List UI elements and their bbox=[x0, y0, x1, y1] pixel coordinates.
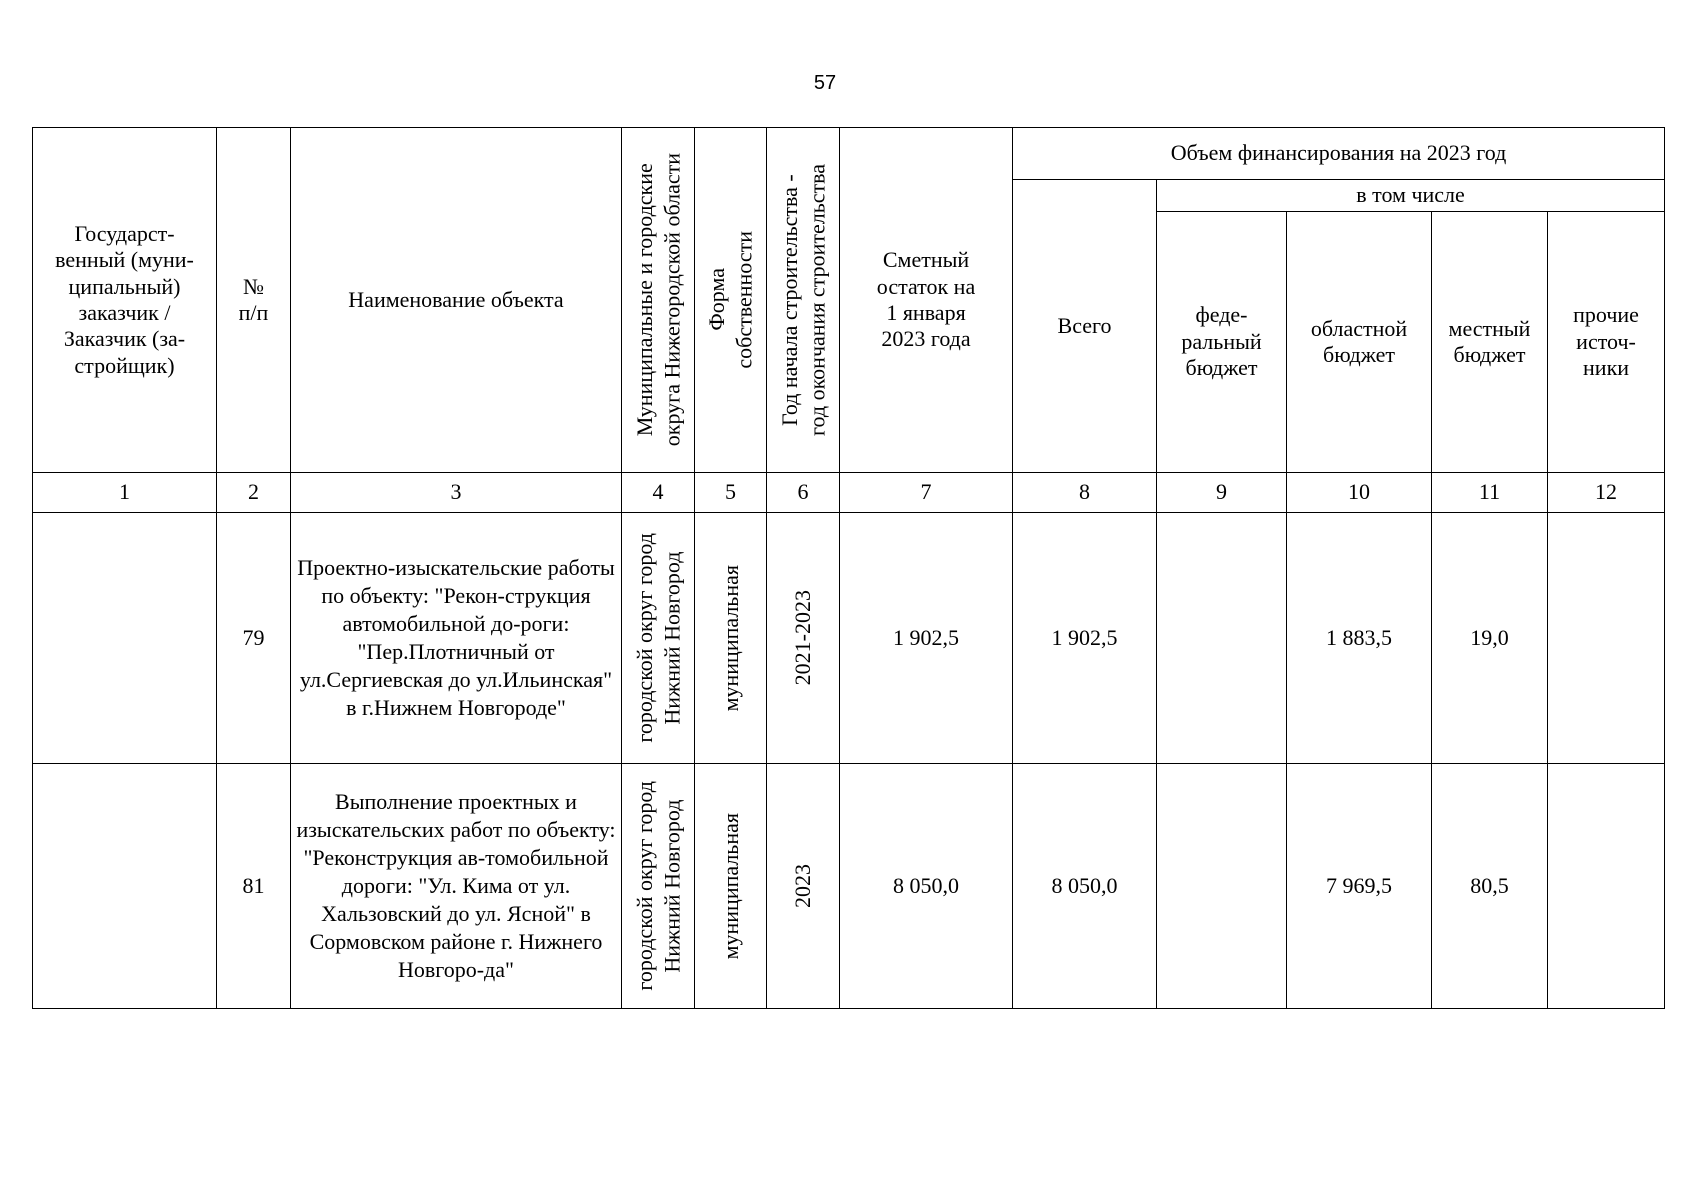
row-total: 1 902,5 bbox=[1013, 513, 1157, 764]
column-number: 5 bbox=[695, 473, 767, 513]
header-row-number: № п/п bbox=[217, 128, 291, 473]
row-object-name: Проектно-изыскательские работы по объекту: "Рекон-струкция автомобильной до-роги: "Пер.Плотничный от ул.Сергиевская до ул.Ильинская" в г.Нижнем Новгороде" bbox=[291, 513, 622, 764]
row-number: 79 bbox=[217, 513, 291, 764]
financing-table bbox=[32, 127, 1665, 1009]
row-municipality bbox=[622, 513, 695, 764]
header-municipality bbox=[622, 128, 695, 473]
table-row bbox=[33, 513, 1665, 764]
column-numbers-row bbox=[33, 473, 1665, 513]
header-ownership-text: Форма собственности bbox=[704, 231, 757, 369]
row-other bbox=[1548, 513, 1665, 764]
row-years-text: 2023 bbox=[790, 864, 816, 908]
column-number: 3 bbox=[291, 473, 622, 513]
row-years-text: 2021-2023 bbox=[790, 590, 816, 686]
header-years-text: Год начала строительства - год окончания строительства bbox=[776, 164, 829, 436]
row-municipality-text: городской округ город Нижний Новгород bbox=[631, 781, 684, 991]
row-ownership bbox=[695, 513, 767, 764]
column-number: 2 bbox=[217, 473, 291, 513]
row-years bbox=[767, 764, 840, 1009]
column-number: 1 bbox=[33, 473, 217, 513]
row-years bbox=[767, 513, 840, 764]
header-years bbox=[767, 128, 840, 473]
column-number: 11 bbox=[1432, 473, 1548, 513]
header-other: прочие источ- ники bbox=[1548, 212, 1665, 473]
row-estimate-balance: 8 050,0 bbox=[840, 764, 1013, 1009]
row-federal bbox=[1157, 513, 1287, 764]
header-federal: феде- ральный бюджет bbox=[1157, 212, 1287, 473]
row-federal bbox=[1157, 764, 1287, 1009]
table-row bbox=[33, 764, 1665, 1009]
row-ownership bbox=[695, 764, 767, 1009]
row-object-name: Выполнение проектных и изыскательских работ по объекту: "Реконструкция ав-томобильной дороги: "Ул. Кима от ул. Хальзовский до ул. Ясной" в Сормовском районе г. Нижнего Новгоро-да" bbox=[291, 764, 622, 1009]
header-financing-group: Объем финансирования на 2023 год bbox=[1013, 128, 1665, 180]
column-number: 8 bbox=[1013, 473, 1157, 513]
row-customer bbox=[33, 513, 217, 764]
header-row-1 bbox=[33, 128, 1665, 180]
page-number: 57 bbox=[813, 72, 837, 94]
row-municipality-text: городской округ город Нижний Новгород bbox=[631, 533, 684, 743]
row-estimate-balance: 1 902,5 bbox=[840, 513, 1013, 764]
column-number: 7 bbox=[840, 473, 1013, 513]
row-local: 19,0 bbox=[1432, 513, 1548, 764]
header-local: местный бюджет bbox=[1432, 212, 1548, 473]
header-object-name: Наименование объекта bbox=[291, 128, 622, 473]
header-total: Всего bbox=[1013, 180, 1157, 473]
row-total: 8 050,0 bbox=[1013, 764, 1157, 1009]
column-number: 6 bbox=[767, 473, 840, 513]
row-regional: 1 883,5 bbox=[1287, 513, 1432, 764]
header-ownership bbox=[695, 128, 767, 473]
row-number: 81 bbox=[217, 764, 291, 1009]
header-including: в том числе bbox=[1157, 180, 1665, 212]
row-local: 80,5 bbox=[1432, 764, 1548, 1009]
column-number: 9 bbox=[1157, 473, 1287, 513]
row-other bbox=[1548, 764, 1665, 1009]
header-estimate-balance: Сметный остаток на 1 января 2023 года bbox=[840, 128, 1013, 473]
column-number: 12 bbox=[1548, 473, 1665, 513]
column-number: 4 bbox=[622, 473, 695, 513]
header-municipality-text: Муниципальные и городские округа Нижегородской области bbox=[631, 153, 684, 447]
row-municipality bbox=[622, 764, 695, 1009]
row-ownership-text: муниципальная bbox=[717, 564, 743, 712]
row-ownership-text: муниципальная bbox=[717, 812, 743, 960]
header-regional: областной бюджет bbox=[1287, 212, 1432, 473]
column-number: 10 bbox=[1287, 473, 1432, 513]
row-regional: 7 969,5 bbox=[1287, 764, 1432, 1009]
row-customer bbox=[33, 764, 217, 1009]
header-customer: Государст- венный (муни- ципальный) заказчик / Заказчик (за- стройщик) bbox=[33, 128, 217, 473]
